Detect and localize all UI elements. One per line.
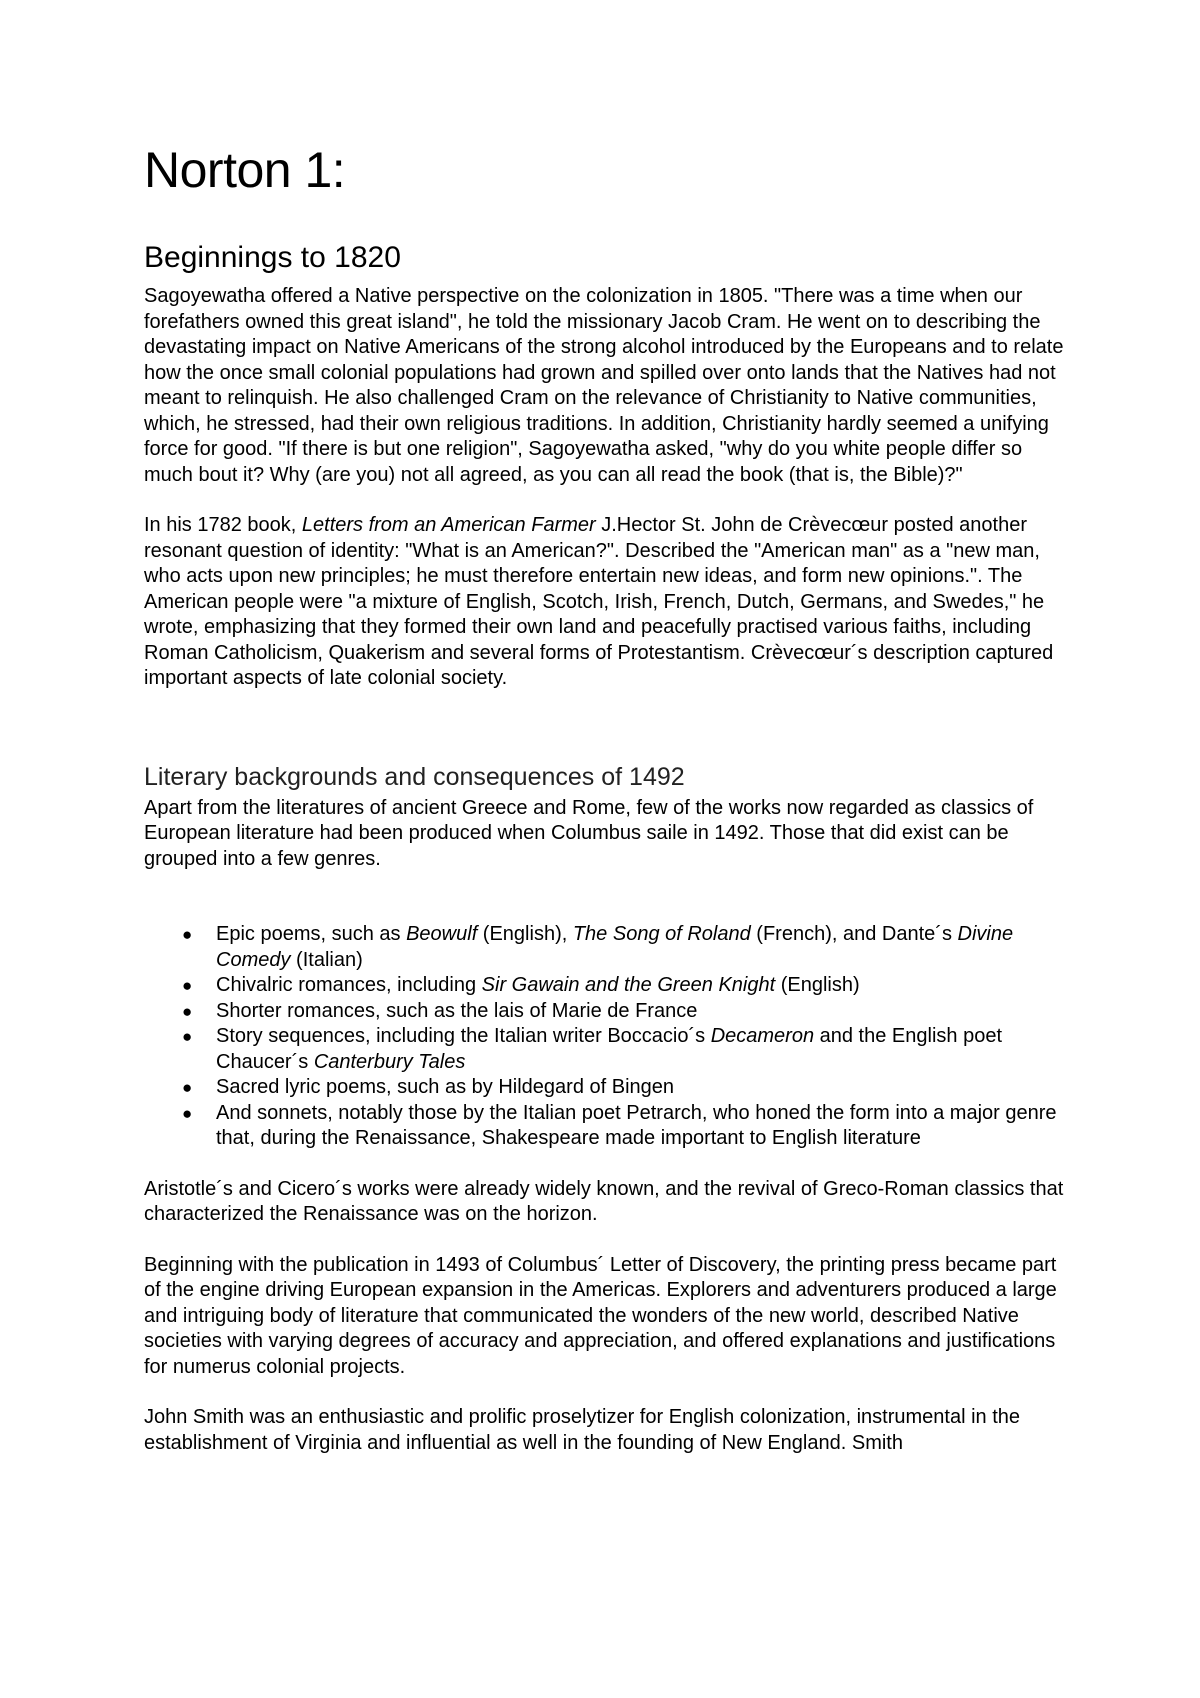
section-heading: Literary backgrounds and consequences of 1492	[144, 762, 685, 791]
bullet-icon: ●	[182, 1001, 193, 1021]
list-item-text: Story sequences, including the Italian writer Boccacio´s	[216, 1025, 711, 1047]
paragraph-genres-intro: Apart from the literatures of ancient Greece and Rome, few of the works now regarded as classics of European literature had been produced when Columbus saile in 1492. Those that did exist can be grouped into a few genres.	[144, 796, 1034, 870]
bullet-icon: ●	[182, 1027, 193, 1046]
paragraph-aristotle: Aristotle´s and Cicero´s works were already widely known, and the revival of Greco-Roman classics that characterized the Renaissance was on the horizon.	[144, 1177, 1064, 1225]
work-title: Decameron	[710, 1025, 815, 1047]
list-item-text: Sacred lyric poems, such as by Hildegard of Bingen	[216, 1076, 675, 1098]
list-item-text: Shorter romances, such as the lais of Marie de France	[216, 999, 698, 1022]
period-heading: Beginnings to 1820	[144, 241, 401, 274]
paragraph-sagoyewatha: Sagoyewatha offered a Native perspective on the colonization in 1805. "There was a time when our forefathers owned this great island", he told the missionary Jacob Cram. He went on to describing the devastating impact on Native Americans of the strong alcohol introduced by the Europeans and to relate how the once small colonial populations had grown and spilled over onto lands that the Natives had not meant to relinquish. He also challenged Cram on the relevance of Christianity to Native communities, which, he stressed, had their own religious traditions. In addition, Christianity hardly seemed a unifying force for good. "If there is but one religion", Sagoyewatha asked, "why do you white people differ so much bout it? Why (are you) not all agreed, as you can all read the book (that is, the Bible)?"	[144, 285, 1064, 486]
work-title: The Song of Roland	[572, 923, 751, 945]
list-item-text: Chivalric romances, including	[216, 974, 482, 996]
list-item	[182, 973, 1074, 999]
paragraph-crevecoeur	[144, 513, 1074, 692]
list-item-text: Epic poems, such as	[216, 923, 407, 945]
genre-list	[144, 922, 1074, 1152]
work-title: Canterbury Tales	[313, 1050, 466, 1073]
work-title: Sir Gawain and the Green Knight	[481, 974, 776, 996]
paragraph-columbus: Beginning with the publication in 1493 of Columbus´ Letter of Discovery, the printing press became part of the engine driving European expansion in the Americas. Explorers and adventurers produced a large and intriguing body of literature that communicated the wonders of the new world, described Native societies with varying degrees of accuracy and appreciation, and offered explanations and justifications for numerus colonial projects.	[144, 1253, 1057, 1378]
list-item	[182, 1101, 1074, 1152]
bullet-icon: ●	[182, 1078, 193, 1097]
list-item-text: And sonnets, notably those by the Italian poet Petrarch, who honed the form into a major genre that, during the Renaissance, Shakespeare made important to English literature	[216, 1101, 1057, 1149]
book-title: Letters from an American Farmer	[301, 514, 596, 536]
list-item-text: (Italian)	[290, 948, 363, 971]
list-item	[182, 922, 1074, 973]
paragraph-john-smith: John Smith was an enthusiastic and prolific proselytizer for English colonization, instrumental in the establishment of Virginia and influential as well in the founding of New England. Smith	[144, 1406, 1020, 1454]
bullet-icon: ●	[182, 976, 193, 995]
document-page	[144, 140, 1074, 1456]
list-item	[182, 1075, 1074, 1101]
list-item	[182, 1024, 1074, 1075]
paragraph-intro: In his 1782 book,	[144, 514, 302, 536]
bullet-icon: ●	[182, 1103, 193, 1123]
list-item-text: (French), and Dante´s	[750, 923, 958, 945]
document-title: Norton 1:	[144, 142, 346, 198]
bullet-icon: ●	[182, 925, 193, 944]
work-title: Beowulf	[406, 923, 478, 945]
list-item-text: (English)	[775, 974, 860, 996]
list-item-text: (English),	[477, 923, 573, 945]
paragraph-rest: J.Hector St. John de Crèvecœur posted another resonant question of identity: "What is an American?". Described the "American man" as a "new man, who acts upon new principles; he must therefore entertain new ideas, and form new opinions.". The American people were "a mixture of English, Scotch, Irish, French, Dutch, Germans, and Swedes," he wrote, emphasizing that they formed their own land and peacefully practised various faiths, including Roman Catholicism, Quakerism and several forms of Protestantism. Crèvecœur´s description captured important aspects of late colonial society.	[144, 514, 1054, 689]
work-title: Divine Comedy	[216, 923, 1014, 971]
list-item-text: and the English poet Chaucer´s	[216, 1025, 1002, 1073]
list-item	[182, 999, 1074, 1025]
